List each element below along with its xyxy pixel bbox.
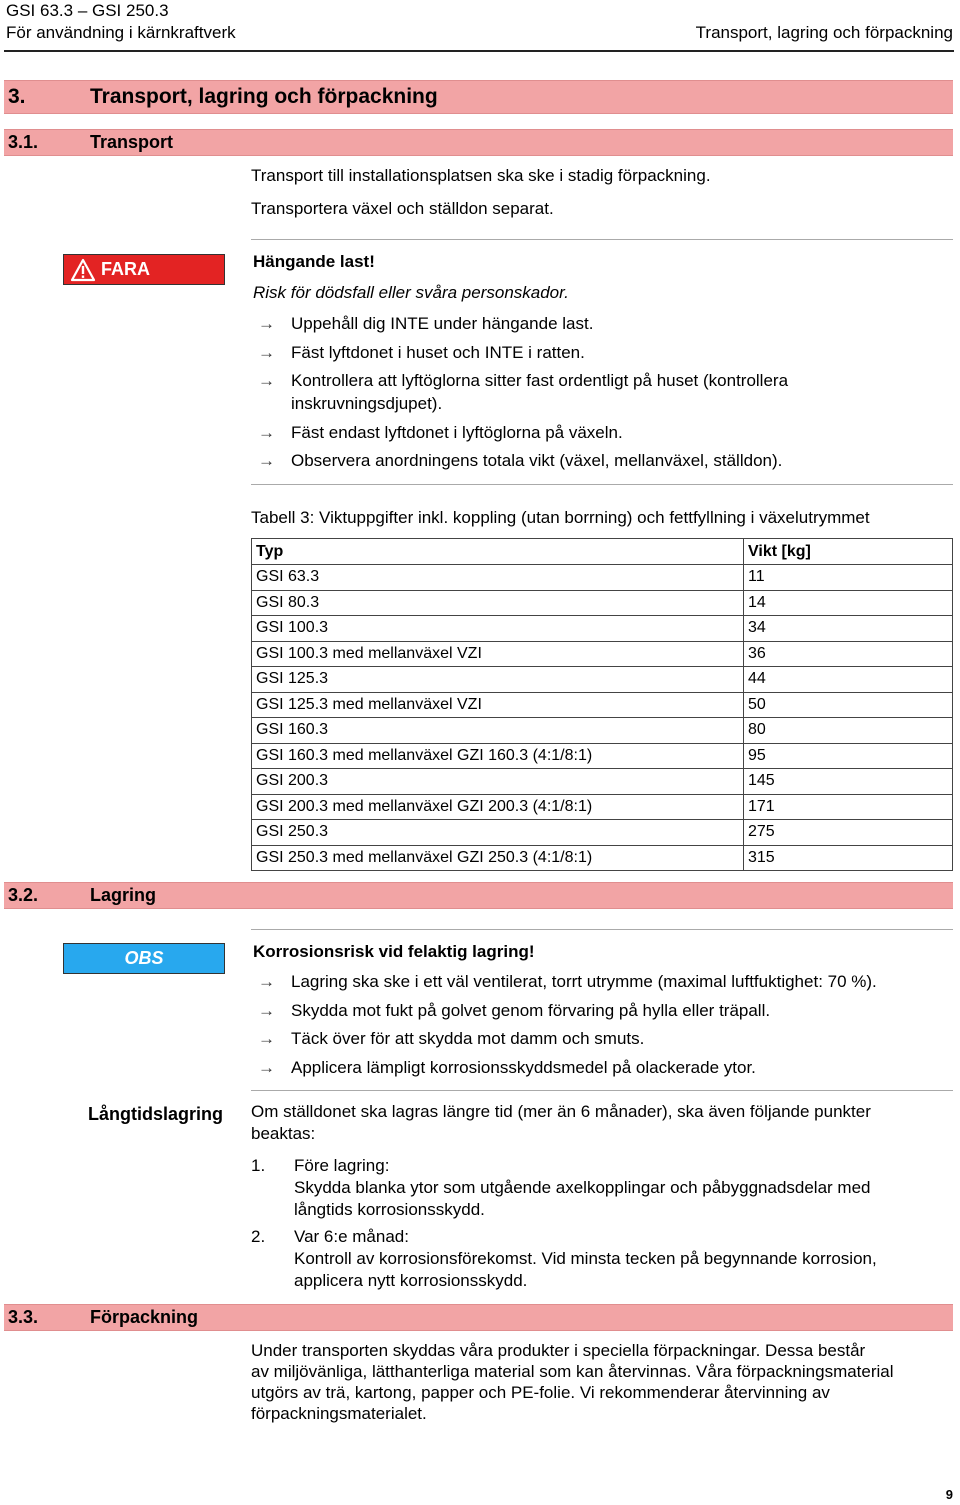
step-text-line-1: Skydda blanka ytor som utgående axelkopplingar och påbyggnadsdelar med [294, 1178, 871, 1197]
arrow-icon: → [258, 1058, 275, 1077]
packaging-line-3: utgörs av trä, kartong, papper och PE-folie. Vi rekommenderar återvinning av [251, 1383, 830, 1402]
table-cell-type: GSI 125.3 [252, 667, 744, 693]
table-row [252, 692, 953, 718]
arrow-icon: → [258, 371, 275, 390]
table-cell-type: GSI 160.3 med mellanväxel GZI 160.3 (4:1/8:1) [252, 743, 744, 769]
table-cell-weight: 50 [744, 692, 953, 718]
packaging-line-4: förpackningsmaterialet. [251, 1404, 427, 1423]
table-row [252, 590, 953, 616]
danger-badge [63, 254, 225, 285]
weight-table [251, 538, 953, 871]
table-cell-type: GSI 250.3 [252, 820, 744, 846]
table-row [252, 794, 953, 820]
table-header-weight: Vikt [kg] [744, 539, 953, 565]
section-transport-title: Transport [90, 132, 174, 152]
danger-title: Hängande last! [253, 252, 375, 271]
step-number: 1. [251, 1156, 266, 1175]
table-cell-type: GSI 100.3 [252, 616, 744, 642]
danger-bottom-rule [251, 484, 953, 485]
table-row [252, 565, 953, 591]
arrow-icon: → [258, 343, 275, 362]
table-cell-weight: 95 [744, 743, 953, 769]
arrow-icon: → [258, 1001, 275, 1020]
table-cell-weight: 14 [744, 590, 953, 616]
table-cell-weight: 34 [744, 616, 953, 642]
table-cell-type: GSI 125.3 med mellanväxel VZI [252, 692, 744, 718]
header-subtitle: För användning i kärnkraftverk [6, 23, 236, 42]
table-row [252, 667, 953, 693]
step-text-line-1: Kontroll av korrosionsförekomst. Vid minsta tecken på begynnande korrosion, [294, 1249, 877, 1268]
notice-bottom-rule [251, 1090, 953, 1091]
section-packaging-title: Förpackning [90, 1307, 199, 1327]
notice-item: Skydda mot fukt på golvet genom förvaring på hylla eller träpall. [291, 1001, 771, 1020]
arrow-icon: → [258, 314, 275, 333]
section-storage-number: 3.2. [8, 885, 39, 905]
long-term-intro-line-2: beaktas: [251, 1124, 316, 1143]
table-row [252, 769, 953, 795]
section-packaging-number: 3.3. [8, 1307, 39, 1327]
table-cell-weight: 275 [744, 820, 953, 846]
table-row [252, 616, 953, 642]
arrow-icon: → [258, 1029, 275, 1048]
notice-title: Korrosionsrisk vid felaktig lagring! [253, 942, 535, 961]
table-cell-weight: 315 [744, 845, 953, 871]
chapter-bar [4, 80, 953, 114]
section-transport-bar [4, 129, 953, 156]
step-text-line-2: långtids korrosionsskydd. [294, 1200, 485, 1219]
table-cell-type: GSI 200.3 med mellanväxel GZI 200.3 (4:1/8:1) [252, 794, 744, 820]
table-caption: Tabell 3: Viktuppgifter inkl. koppling (utan borrning) och fettfyllning i växelutrymmet [251, 508, 870, 527]
table-row [252, 743, 953, 769]
table-header-row [252, 539, 953, 565]
section-storage-title: Lagring [90, 885, 156, 905]
notice-item: Täck över för att skydda mot damm och smuts. [291, 1029, 645, 1048]
arrow-icon: → [258, 972, 275, 991]
table-cell-weight: 44 [744, 667, 953, 693]
danger-top-rule [251, 239, 953, 240]
table-cell-weight: 145 [744, 769, 953, 795]
danger-item: Uppehåll dig INTE under hängande last. [291, 314, 594, 333]
table-row [252, 718, 953, 744]
table-row [252, 641, 953, 667]
notice-badge: OBS [63, 943, 225, 974]
table-cell-weight: 36 [744, 641, 953, 667]
danger-badge-label: FARA [101, 259, 150, 279]
step-text-line-2: applicera nytt korrosionsskydd. [294, 1271, 528, 1290]
danger-item: Observera anordningens totala vikt (växel, mellanväxel, ställdon). [291, 451, 783, 470]
chapter-title: Transport, lagring och förpackning [90, 85, 438, 108]
arrow-icon: → [258, 423, 275, 442]
table-cell-type: GSI 160.3 [252, 718, 744, 744]
header-chapter: Transport, lagring och förpackning [695, 23, 953, 42]
long-term-label: Långtidslagring [88, 1104, 223, 1124]
danger-item: Fäst lyftdonet i huset och INTE i ratten. [291, 343, 585, 362]
table-cell-weight: 171 [744, 794, 953, 820]
table-cell-type: GSI 80.3 [252, 590, 744, 616]
notice-top-rule [251, 929, 953, 930]
warning-triangle-icon [70, 258, 96, 282]
table-cell-weight: 80 [744, 718, 953, 744]
transport-line-1: Transport till installationsplatsen ska ske i stadig förpackning. [251, 166, 711, 185]
step-title: Före lagring: [294, 1156, 390, 1175]
table-row [252, 820, 953, 846]
long-term-intro-line-1: Om ställdonet ska lagras längre tid (mer än 6 månader), ska även följande punkter [251, 1102, 871, 1121]
danger-item: Kontrollera att lyftöglorna sitter fast ordentligt på huset (kontrollera [291, 371, 789, 390]
section-packaging-bar [4, 1304, 953, 1331]
table-header-type: Typ [252, 539, 744, 565]
header-product: GSI 63.3 – GSI 250.3 [6, 1, 169, 20]
section-transport-number: 3.1. [8, 132, 39, 152]
header-rule [4, 50, 954, 52]
step-title: Var 6:e månad: [294, 1227, 409, 1246]
table-row [252, 845, 953, 871]
table-cell-type: GSI 200.3 [252, 769, 744, 795]
packaging-line-1: Under transporten skyddas våra produkter i speciella förpackningar. Dessa består [251, 1341, 866, 1360]
danger-item: Fäst endast lyftdonet i lyftöglorna på växeln. [291, 423, 623, 442]
step-number: 2. [251, 1227, 266, 1246]
danger-item-continued: inskruvningsdjupet). [291, 394, 443, 413]
section-storage-bar [4, 882, 953, 909]
notice-item: Applicera lämpligt korrosionsskyddsmedel på olackerade ytor. [291, 1058, 756, 1077]
page-number: 9 [945, 1487, 953, 1502]
packaging-line-2: av miljövänliga, lätthanterliga material som kan återvinnas. Våra förpackningsmaterial [251, 1362, 894, 1381]
transport-line-2: Transportera växel och ställdon separat. [251, 199, 554, 218]
table-cell-type: GSI 100.3 med mellanväxel VZI [252, 641, 744, 667]
arrow-icon: → [258, 451, 275, 470]
table-cell-type: GSI 63.3 [252, 565, 744, 591]
danger-risk: Risk för dödsfall eller svåra personskador. [253, 283, 569, 302]
chapter-number: 3. [8, 85, 26, 108]
table-cell-weight: 11 [744, 565, 953, 591]
notice-item: Lagring ska ske i ett väl ventilerat, torrt utrymme (maximal luftfuktighet: 70 %). [291, 972, 877, 991]
table-cell-type: GSI 250.3 med mellanväxel GZI 250.3 (4:1/8:1) [252, 845, 744, 871]
